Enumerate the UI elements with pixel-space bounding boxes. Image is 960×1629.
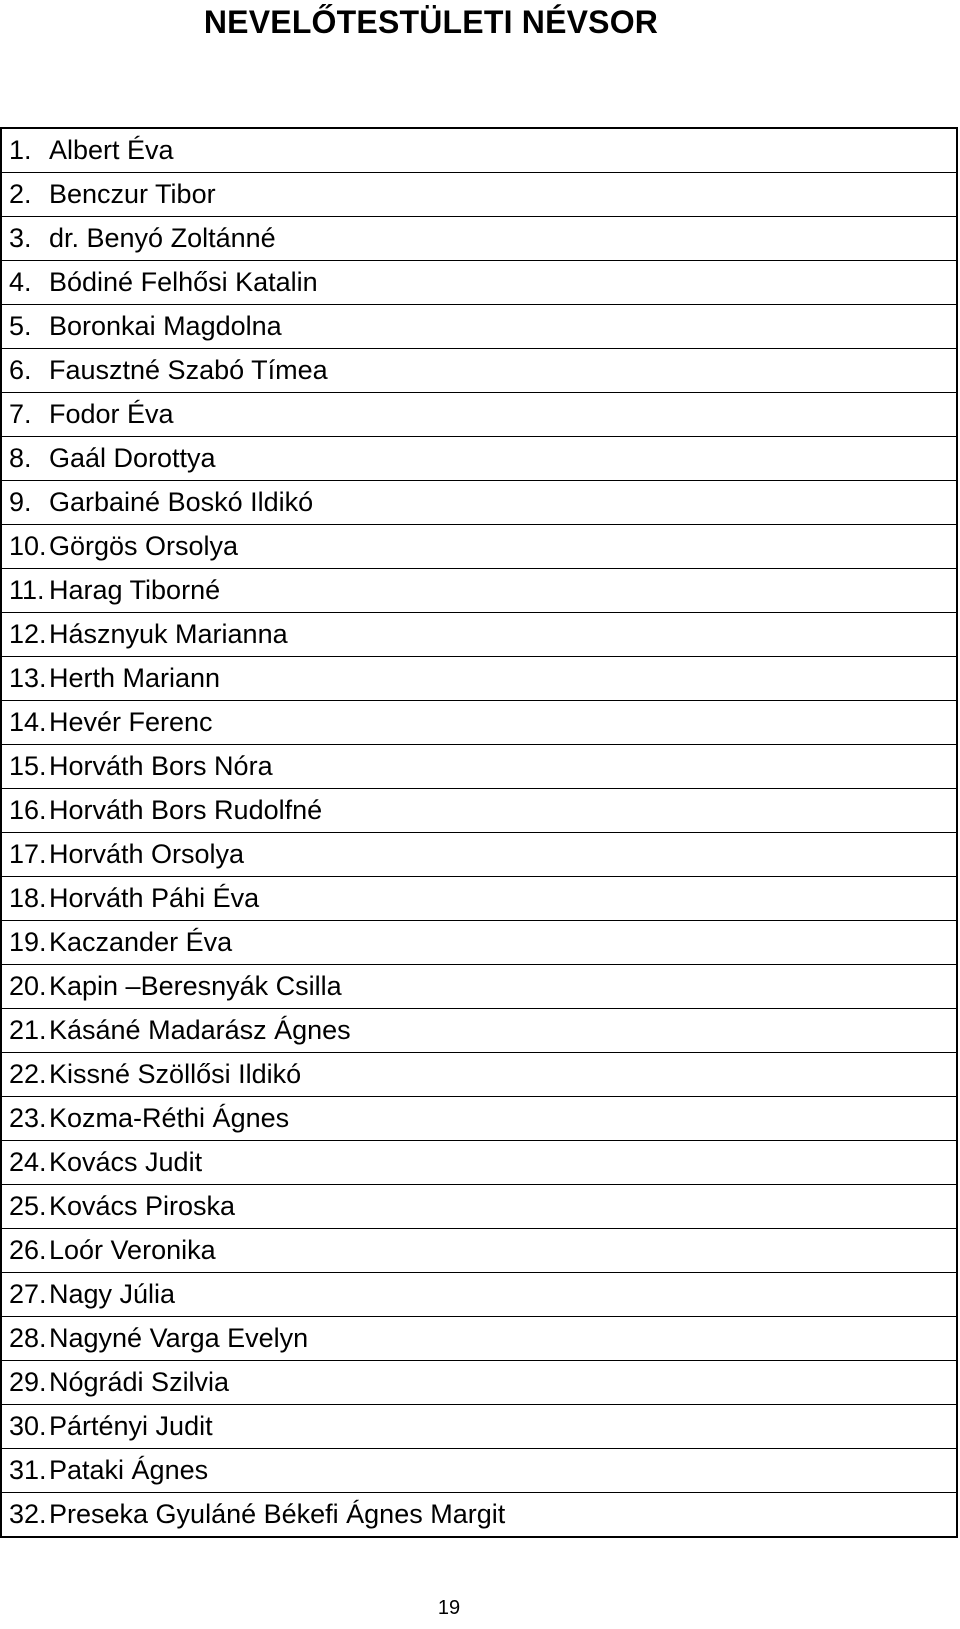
staff-cell bbox=[1, 1361, 957, 1405]
list-item bbox=[2, 261, 956, 304]
list-item bbox=[2, 1405, 956, 1448]
list-number: 25. bbox=[9, 1191, 47, 1221]
list-item bbox=[2, 305, 956, 348]
staff-cell bbox=[1, 833, 957, 877]
list-number: 18. bbox=[9, 883, 47, 913]
staff-name: Benczur Tibor bbox=[49, 179, 216, 209]
staff-name: Fausztné Szabó Tímea bbox=[49, 355, 328, 385]
table-row bbox=[1, 217, 957, 261]
staff-table-body bbox=[1, 128, 957, 1537]
list-number: 12. bbox=[9, 619, 47, 649]
staff-name: dr. Benyó Zoltánné bbox=[49, 223, 276, 253]
staff-name: Görgös Orsolya bbox=[49, 531, 239, 561]
staff-name: Kovács Judit bbox=[49, 1147, 203, 1177]
list-item bbox=[2, 173, 956, 216]
staff-name: Kozma-Réthi Ágnes bbox=[49, 1103, 290, 1133]
list-number: 10. bbox=[9, 531, 47, 561]
staff-name: Horváth Bors Nóra bbox=[49, 751, 273, 781]
staff-cell bbox=[1, 1317, 957, 1361]
table-row bbox=[1, 1405, 957, 1449]
staff-name: Horváth Orsolya bbox=[49, 839, 245, 869]
list-item bbox=[2, 1053, 956, 1096]
staff-name: Kovács Piroska bbox=[49, 1191, 236, 1221]
staff-name: Gaál Dorottya bbox=[49, 443, 216, 473]
list-item bbox=[2, 481, 956, 524]
table-row bbox=[1, 657, 957, 701]
staff-cell bbox=[1, 965, 957, 1009]
list-item bbox=[2, 789, 956, 832]
table-row bbox=[1, 745, 957, 789]
staff-name: Pataki Ágnes bbox=[49, 1455, 209, 1485]
list-item bbox=[2, 525, 956, 568]
list-item bbox=[2, 1141, 956, 1184]
staff-name: Boronkai Magdolna bbox=[49, 311, 282, 341]
list-number: 22. bbox=[9, 1059, 47, 1089]
list-item bbox=[2, 613, 956, 656]
list-number: 27. bbox=[9, 1279, 47, 1309]
list-number: 14. bbox=[9, 707, 47, 737]
list-number: 9. bbox=[9, 487, 32, 517]
staff-cell bbox=[1, 1493, 957, 1538]
table-row bbox=[1, 1053, 957, 1097]
staff-name: Nagy Júlia bbox=[49, 1279, 176, 1309]
table-row bbox=[1, 305, 957, 349]
list-number: 5. bbox=[9, 311, 32, 341]
table-row bbox=[1, 877, 957, 921]
staff-name: Bódiné Felhősi Katalin bbox=[49, 267, 318, 297]
staff-cell bbox=[1, 745, 957, 789]
staff-name: Nagyné Varga Evelyn bbox=[49, 1323, 309, 1353]
list-number: 20. bbox=[9, 971, 47, 1001]
staff-cell bbox=[1, 1053, 957, 1097]
list-item bbox=[2, 1493, 956, 1536]
table-row bbox=[1, 1361, 957, 1405]
list-number: 2. bbox=[9, 179, 32, 209]
staff-cell bbox=[1, 789, 957, 833]
table-row bbox=[1, 613, 957, 657]
staff-cell bbox=[1, 613, 957, 657]
list-item bbox=[2, 877, 956, 920]
list-item bbox=[2, 1361, 956, 1404]
list-number: 16. bbox=[9, 795, 47, 825]
staff-cell bbox=[1, 305, 957, 349]
staff-cell bbox=[1, 525, 957, 569]
staff-name: Albert Éva bbox=[49, 135, 174, 165]
staff-name: Horváth Bors Rudolfné bbox=[49, 795, 323, 825]
staff-name: Nógrádi Szilvia bbox=[49, 1367, 230, 1397]
list-number: 28. bbox=[9, 1323, 47, 1353]
table-row bbox=[1, 569, 957, 613]
staff-cell bbox=[1, 173, 957, 217]
list-item bbox=[2, 921, 956, 964]
staff-table bbox=[0, 127, 958, 1538]
staff-name: Pártényi Judit bbox=[49, 1411, 213, 1441]
list-item bbox=[2, 1009, 956, 1052]
list-item bbox=[2, 569, 956, 612]
staff-cell bbox=[1, 1449, 957, 1493]
staff-name: Hevér Ferenc bbox=[49, 707, 213, 737]
staff-name: Horváth Páhi Éva bbox=[49, 883, 260, 913]
list-item bbox=[2, 129, 956, 172]
staff-name: Kissné Szöllősi Ildikó bbox=[49, 1059, 302, 1089]
list-number: 26. bbox=[9, 1235, 47, 1265]
table-row bbox=[1, 437, 957, 481]
staff-cell bbox=[1, 1405, 957, 1449]
list-item bbox=[2, 657, 956, 700]
staff-cell bbox=[1, 393, 957, 437]
table-row bbox=[1, 789, 957, 833]
list-item bbox=[2, 393, 956, 436]
list-number: 4. bbox=[9, 267, 32, 297]
staff-name: Harag Tiborné bbox=[49, 575, 221, 605]
table-row bbox=[1, 1317, 957, 1361]
list-number: 29. bbox=[9, 1367, 47, 1397]
staff-name: Kásáné Madarász Ágnes bbox=[49, 1015, 351, 1045]
staff-name: Garbainé Boskó Ildikó bbox=[49, 487, 314, 517]
list-number: 13. bbox=[9, 663, 47, 693]
table-row bbox=[1, 1009, 957, 1053]
list-item bbox=[2, 1185, 956, 1228]
list-item bbox=[2, 701, 956, 744]
table-row bbox=[1, 349, 957, 393]
list-number: 3. bbox=[9, 223, 32, 253]
list-item bbox=[2, 217, 956, 260]
table-row bbox=[1, 833, 957, 877]
table-row bbox=[1, 1493, 957, 1538]
list-item bbox=[2, 349, 956, 392]
list-item bbox=[2, 1273, 956, 1316]
list-item bbox=[2, 745, 956, 788]
staff-name: Kaczander Éva bbox=[49, 927, 233, 957]
staff-cell bbox=[1, 921, 957, 965]
list-number: 6. bbox=[9, 355, 32, 385]
list-number: 11. bbox=[9, 575, 45, 605]
table-row bbox=[1, 393, 957, 437]
table-row bbox=[1, 1185, 957, 1229]
list-number: 23. bbox=[9, 1103, 47, 1133]
staff-name: Preseka Gyuláné Békefi Ágnes Margit bbox=[49, 1499, 506, 1529]
list-number: 30. bbox=[9, 1411, 47, 1441]
table-row bbox=[1, 921, 957, 965]
list-number: 1. bbox=[9, 135, 32, 165]
list-number: 15. bbox=[9, 751, 47, 781]
list-number: 8. bbox=[9, 443, 32, 473]
table-row bbox=[1, 1097, 957, 1141]
staff-cell bbox=[1, 1097, 957, 1141]
staff-name: Herth Mariann bbox=[49, 663, 221, 693]
staff-cell bbox=[1, 128, 957, 173]
staff-cell bbox=[1, 1229, 957, 1273]
table-row bbox=[1, 128, 957, 173]
table-row bbox=[1, 701, 957, 745]
list-item bbox=[2, 1229, 956, 1272]
table-row bbox=[1, 173, 957, 217]
staff-cell bbox=[1, 701, 957, 745]
staff-name: Kapin –Beresnyák Csilla bbox=[49, 971, 342, 1001]
list-number: 17. bbox=[9, 839, 47, 869]
table-row bbox=[1, 525, 957, 569]
staff-name: Hásznyuk Marianna bbox=[49, 619, 288, 649]
list-number: 19. bbox=[9, 927, 47, 957]
page-title: NEVELŐTESTÜLETI NÉVSOR bbox=[203, 4, 659, 40]
staff-cell bbox=[1, 1185, 957, 1229]
table-row bbox=[1, 1273, 957, 1317]
staff-cell bbox=[1, 657, 957, 701]
staff-cell bbox=[1, 1273, 957, 1317]
staff-cell bbox=[1, 1009, 957, 1053]
list-item bbox=[2, 1317, 956, 1360]
table-row bbox=[1, 1141, 957, 1185]
staff-cell bbox=[1, 217, 957, 261]
list-number: 31. bbox=[9, 1455, 47, 1485]
page-number: 19 bbox=[437, 1597, 461, 1619]
staff-name: Loór Veronika bbox=[49, 1235, 216, 1265]
list-item bbox=[2, 437, 956, 480]
list-number: 21. bbox=[9, 1015, 47, 1045]
list-item bbox=[2, 1449, 956, 1492]
staff-cell bbox=[1, 1141, 957, 1185]
staff-cell bbox=[1, 877, 957, 921]
list-number: 32. bbox=[9, 1499, 47, 1529]
staff-cell bbox=[1, 349, 957, 393]
staff-cell bbox=[1, 481, 957, 525]
table-row bbox=[1, 481, 957, 525]
table-row bbox=[1, 965, 957, 1009]
staff-cell bbox=[1, 437, 957, 481]
list-item bbox=[2, 833, 956, 876]
table-row bbox=[1, 261, 957, 305]
staff-cell bbox=[1, 261, 957, 305]
list-item bbox=[2, 1097, 956, 1140]
table-row bbox=[1, 1229, 957, 1273]
list-number: 7. bbox=[9, 399, 32, 429]
list-number: 24. bbox=[9, 1147, 47, 1177]
staff-cell bbox=[1, 569, 957, 613]
table-row bbox=[1, 1449, 957, 1493]
list-item bbox=[2, 965, 956, 1008]
staff-name: Fodor Éva bbox=[49, 399, 174, 429]
